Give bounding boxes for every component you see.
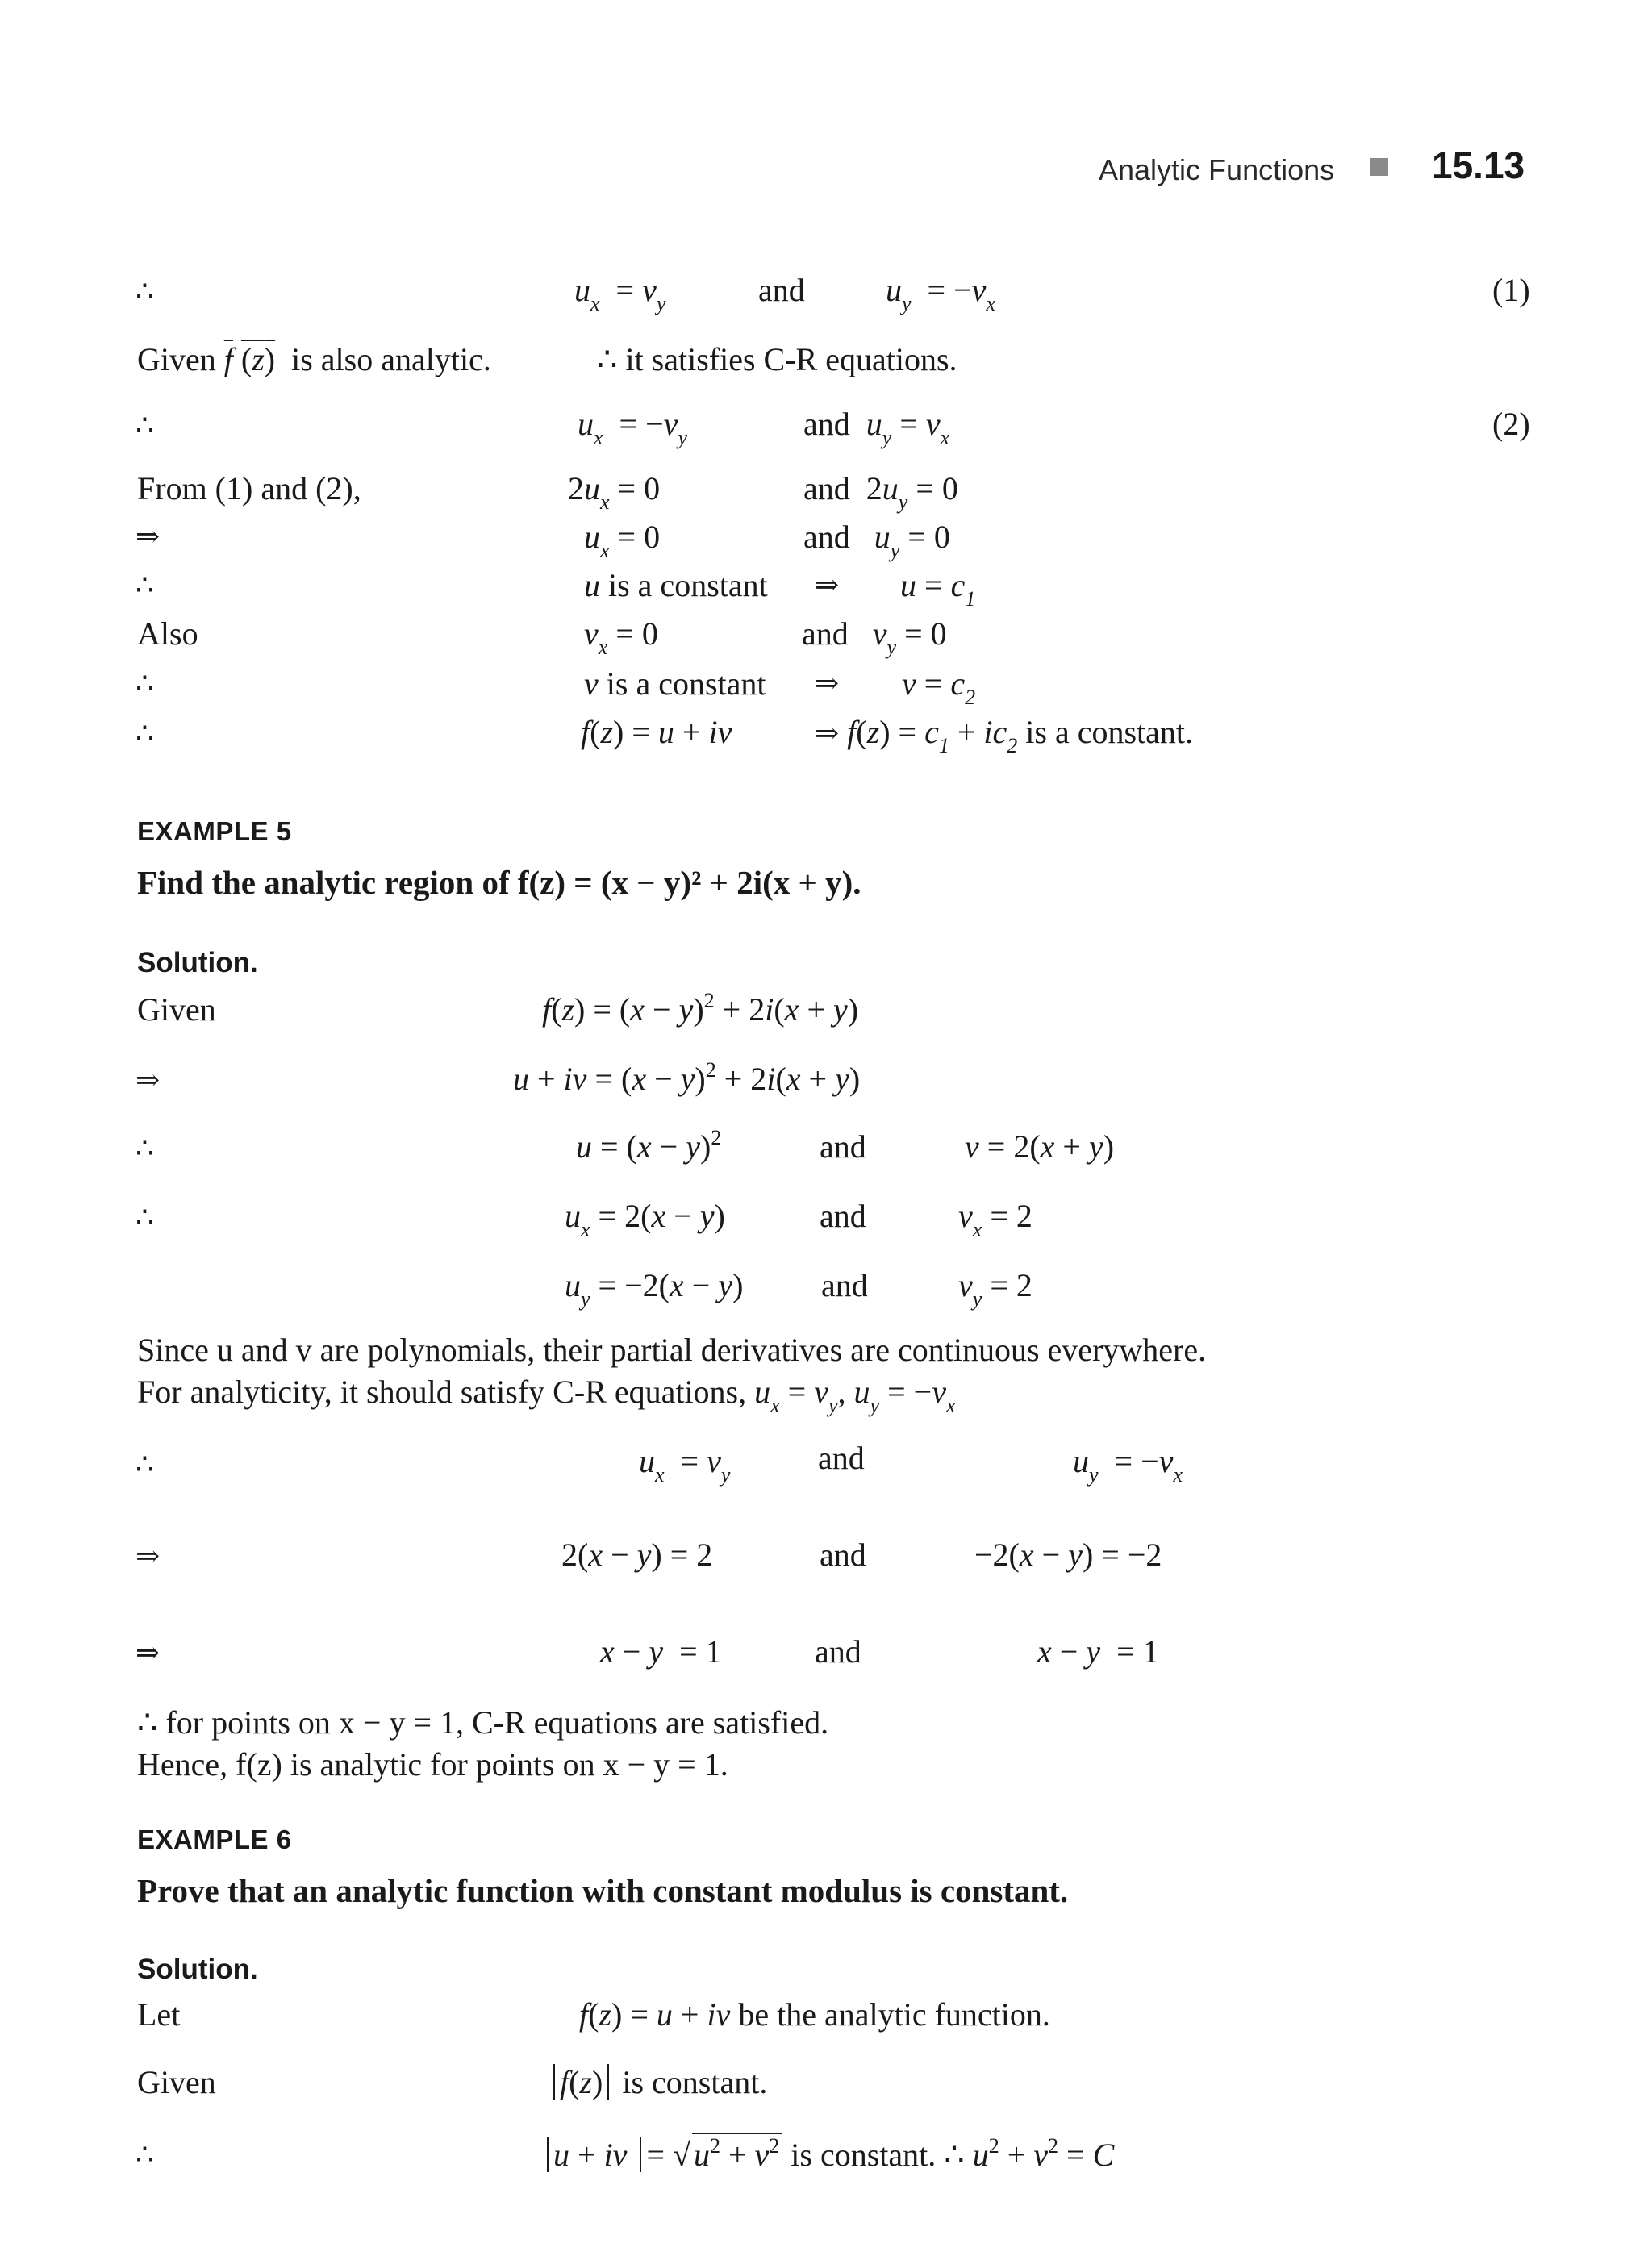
equation-minus2xy: −2(x − y) = −2 bbox=[974, 1537, 1162, 1573]
implies-symbol: ⇒ bbox=[136, 1540, 161, 1573]
equation-x-minus-y-1: x − y = 1 bbox=[600, 1633, 722, 1670]
since-polynomials-line: Since u and v are polynomials, their partial derivatives are continuous everywhere. bbox=[137, 1332, 1207, 1368]
equation-uy-value: $u_y = -2(x - y)$ bbox=[565, 1267, 744, 1311]
equation-uy-minus-vx: $u_y = -v_x$ bbox=[1073, 1443, 1183, 1487]
implies-symbol: ⇒ bbox=[815, 569, 840, 602]
therefore-symbol: ∴ bbox=[136, 1448, 154, 1481]
points-satisfied-line: ∴ for points on x − y = 1, C-R equations are satisfied. bbox=[137, 1704, 829, 1741]
equation-vx-zero: $v_x = 0$ bbox=[584, 615, 658, 659]
implies-symbol: ⇒ bbox=[815, 667, 840, 700]
equation-number-1: (1) bbox=[1492, 272, 1530, 308]
let-fz-line: f(z) = u + iv be the analytic function. bbox=[579, 1996, 1050, 2033]
equation-number-2: (2) bbox=[1492, 406, 1530, 442]
modulus-constant-line: f(z) is constant. bbox=[549, 2063, 767, 2102]
also-label: Also bbox=[137, 615, 198, 652]
therefore-symbol: ∴ bbox=[136, 2138, 154, 2171]
modulus-sqrt-line: u + iv = √ $u^2 + v^2$ is constant. ∴ $u^2 + v^2 = C$ bbox=[542, 2133, 1114, 2175]
and-word: and bbox=[758, 272, 805, 308]
hence-analytic-line: Hence, f(z) is analytic for points on x − y = 1. bbox=[137, 1746, 728, 1783]
equation-2uy-zero: and $2u_y = 0$ bbox=[803, 470, 958, 514]
and-word: and bbox=[815, 1633, 861, 1670]
equation-v-def: v = 2(x + y) bbox=[965, 1128, 1115, 1165]
example-6-question: Prove that an analytic function with constant modulus is constant. bbox=[137, 1872, 1069, 1909]
therefore-symbol: ∴ bbox=[136, 409, 154, 442]
u-is-constant: u is a constant bbox=[584, 567, 768, 603]
example-5-question: Find the analytic region of f(z) = (x − y)² + 2i(x + y). bbox=[137, 864, 861, 901]
implies-symbol: ⇒ bbox=[136, 520, 161, 553]
equation-vy-value: $v_y = 2$ bbox=[958, 1267, 1032, 1311]
and-word: and bbox=[821, 1267, 868, 1303]
and-word: and bbox=[820, 1537, 866, 1573]
equation-ux-zero: $u_x = 0$ bbox=[584, 519, 661, 562]
therefore-symbol: ∴ bbox=[136, 717, 154, 750]
equation-u-c1: $u = c_1$ bbox=[900, 567, 976, 611]
equation-ux-vy: $u_x = v_y$ bbox=[639, 1443, 731, 1487]
equation-vy-zero: and $v_y = 0$ bbox=[802, 615, 947, 659]
therefore-symbol: ∴ bbox=[136, 275, 154, 308]
given-conjugate-line: Given $\overline{f}$ (z) is also analytic. bbox=[137, 341, 491, 377]
equation-v-c2: $v = c_2$ bbox=[902, 665, 976, 709]
therefore-symbol: ∴ bbox=[136, 1201, 154, 1234]
therefore-symbol: ∴ bbox=[136, 569, 154, 602]
equation-vx-value: $v_x = 2$ bbox=[958, 1198, 1032, 1241]
example-6-label: EXAMPLE 6 bbox=[137, 1824, 292, 1854]
given-label: Given bbox=[137, 991, 216, 1028]
equation-fz-u-iv: f(z) = u + iv bbox=[581, 714, 732, 750]
equation-2xy-2: 2(x − y) = 2 bbox=[561, 1537, 713, 1573]
example-5-label: EXAMPLE 5 bbox=[137, 816, 292, 846]
equation-ux-minus-vy: $u_x = -v_y$ bbox=[578, 406, 687, 449]
and-word: and bbox=[818, 1440, 865, 1476]
let-label: Let bbox=[137, 1996, 181, 2033]
and-word: and bbox=[820, 1198, 866, 1234]
equation-u-def: $u = (x - y)^2$ bbox=[576, 1126, 722, 1165]
from-1-and-2: From (1) and (2), bbox=[137, 470, 361, 507]
page-number: 15.13 bbox=[1432, 144, 1525, 186]
equation-and-uy-vx: and $u_y = v_x$ bbox=[803, 406, 950, 449]
for-analyticity-line: For analyticity, it should satisfy C-R equations, $u_x = v_y$, $u_y = -v_x$ bbox=[137, 1374, 956, 1417]
equation-ux-value: $u_x = 2(x - y)$ bbox=[565, 1198, 725, 1241]
implies-symbol: ⇒ bbox=[136, 1637, 161, 1670]
solution-label: Solution. bbox=[137, 947, 258, 978]
conclusion-fz-constant: ⇒ $f(z) = c_1 + ic_2$ is a constant. bbox=[815, 714, 1194, 757]
equation-2ux-zero: $2u_x = 0$ bbox=[568, 470, 661, 514]
running-header-title: Analytic Functions bbox=[1099, 153, 1335, 186]
header-square-icon bbox=[1370, 158, 1388, 176]
implies-symbol: ⇒ bbox=[136, 1064, 161, 1097]
equation-u-plus-iv: u + iv = $(x - y)^2 + 2i(x + y)$ bbox=[513, 1058, 861, 1097]
equation-fz-definition: $f(z) = (x - y)^2 + 2i(x + y)$ bbox=[542, 989, 859, 1028]
and-word: and bbox=[820, 1128, 866, 1165]
therefore-symbol: ∴ bbox=[136, 1132, 154, 1165]
solution-label: Solution. bbox=[137, 1954, 258, 1985]
equation-ux-vy: $u_x = v_y$ bbox=[574, 272, 666, 315]
equation-uy-zero: and $u_y = 0$ bbox=[803, 519, 950, 562]
equation-uy-minus-vx: $u_y = -v_x$ bbox=[886, 272, 995, 315]
given-label: Given bbox=[137, 2064, 216, 2100]
satisfies-cr-line: ∴ it satisfies C-R equations. bbox=[597, 341, 957, 377]
equation-x-minus-y-1: x − y = 1 bbox=[1037, 1633, 1159, 1670]
therefore-symbol: ∴ bbox=[136, 667, 154, 700]
v-is-constant: v is a constant bbox=[584, 665, 766, 702]
